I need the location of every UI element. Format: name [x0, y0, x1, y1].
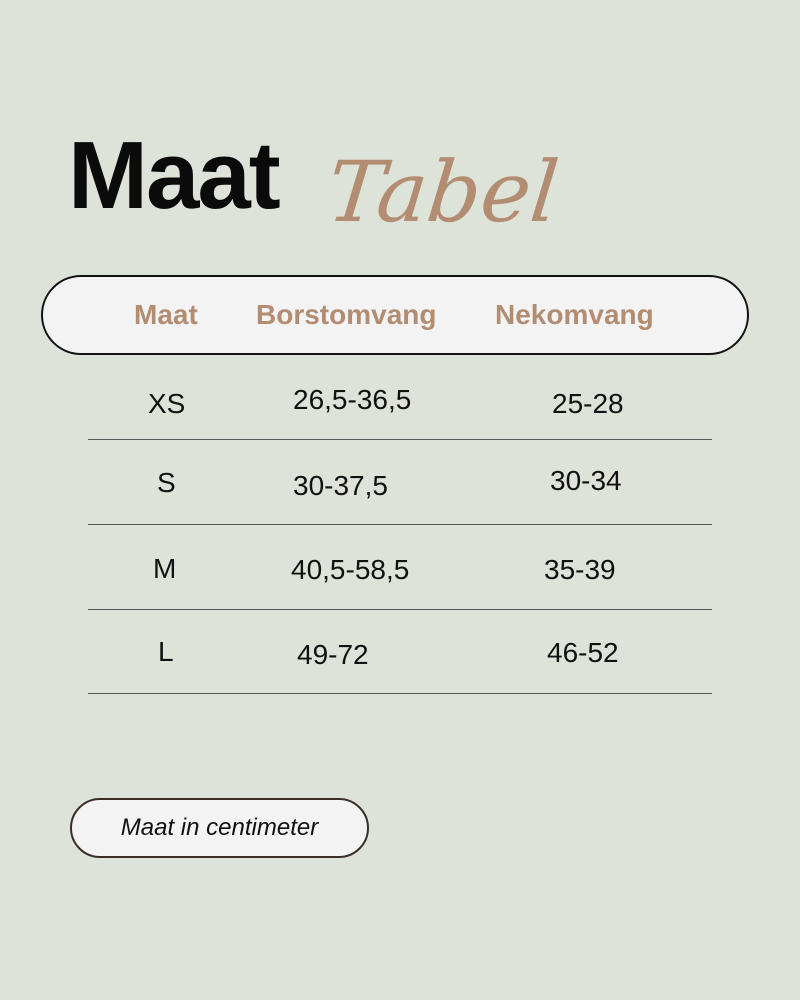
row-divider — [88, 439, 712, 440]
title-maat: Maat — [68, 122, 279, 229]
cell-nekomvang: 25-28 — [552, 388, 624, 419]
title-tabel: Tabel — [322, 143, 564, 241]
row-divider — [88, 524, 712, 525]
cell-borstomvang: 40,5-58,5 — [291, 554, 410, 585]
cell-size: L — [158, 636, 174, 667]
header-borstomvang: Borstomvang — [256, 299, 437, 330]
row-divider — [88, 609, 712, 610]
units-note-pill — [70, 798, 369, 858]
cell-size: M — [153, 553, 177, 584]
cell-borstomvang: 26,5-36,5 — [293, 384, 412, 415]
cell-nekomvang: 35-39 — [544, 554, 616, 585]
cell-nekomvang: 30-34 — [550, 465, 622, 496]
row-divider — [88, 693, 712, 694]
units-note-text: Maat in centimeter — [120, 814, 319, 841]
header-maat: Maat — [134, 299, 198, 330]
cell-size: S — [157, 467, 176, 498]
cell-nekomvang: 46-52 — [547, 637, 619, 668]
cell-borstomvang: 30-37,5 — [293, 470, 388, 501]
cell-borstomvang: 49-72 — [297, 639, 369, 670]
header-nekomvang: Nekomvang — [495, 299, 654, 330]
cell-size: XS — [148, 388, 186, 419]
